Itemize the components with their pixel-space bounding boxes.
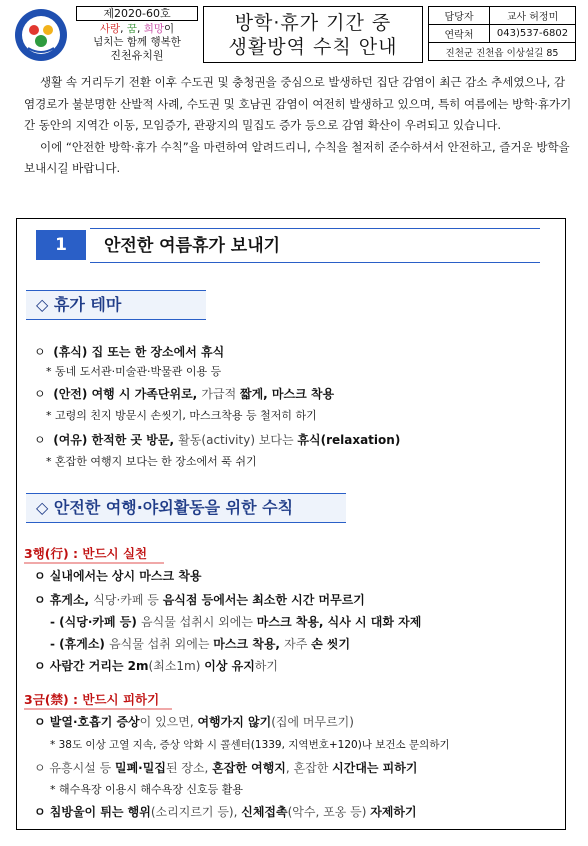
- list-note: * 혼잡한 여행지 보다는 한 장소에서 푹 쉬기: [46, 455, 257, 468]
- must-avoid-title: 3금(禁) : 반드시 피하기: [24, 692, 160, 707]
- safety-heading: ◇ 안전한 여행·야외활동을 위한 수칙: [36, 498, 294, 517]
- intro-text: [24, 72, 572, 180]
- document-title: 방학·휴가 기간 중 생활방역 수칙 안내: [203, 6, 423, 63]
- section-title: 안전한 여름휴가 보내기: [104, 236, 281, 256]
- must-do-title: 3행(行) : 반드시 실천: [24, 546, 148, 561]
- theme-heading-box: [26, 290, 206, 320]
- header-left: [76, 6, 198, 63]
- document-number: 제2020-60호: [76, 6, 198, 21]
- list-subitem: - (휴게소) 음식물 섭취 외에는 마스크 착용, 자주 손 씻기: [50, 637, 351, 651]
- slogan-line2: 넘치는 함께 행복한: [93, 36, 181, 48]
- safety-heading-box: [26, 493, 346, 523]
- slogan-line1: 사랑, 꿈, 희망이: [99, 23, 175, 35]
- list-item: ㅇ (여유) 한적한 곳 방문, 활동(activity) 보다는 휴식(relaxation): [34, 433, 401, 447]
- info-label: 연락처: [429, 25, 490, 43]
- list-note: * 38도 이상 고열 지속, 증상 악화 시 콜센터(1339, 지역번호+120)나 보건소 문의하기: [50, 739, 450, 751]
- info-value: 교사 허정미: [490, 7, 576, 25]
- contact-info-table: [428, 6, 576, 61]
- list-item: ㅇ (안전) 여행 시 가족단위로, 가급적 짧게, 마스크 착용: [34, 387, 335, 401]
- list-item: ㅇ 사람간 거리는 2m(최소1m) 이상 유지하기: [34, 659, 278, 673]
- address: 진천군 진천읍 이상설길 85: [429, 43, 576, 61]
- list-subitem: - (식당·카페 등) 음식물 섭취시 외에는 마스크 착용, 식사 시 대화 자제: [50, 615, 422, 629]
- list-note: * 동네 도서관·미술관·박물관 이용 등: [46, 365, 222, 378]
- list-note: * 해수욕장 이용시 해수욕장 신호등 활용: [50, 783, 243, 796]
- intro-paragraph: 이에 “안전한 방학·휴가 수칙”을 마련하여 알려드리니, 수칙을 철저히 준수하셔서 안전하고, 즐거운 방학을 보내시길 바랍니다.: [24, 139, 570, 175]
- theme-heading: ◇ 휴가 테마: [36, 295, 122, 314]
- list-item: ㅇ 실내에서는 상시 마스크 착용: [34, 569, 202, 583]
- kindergarten-logo-icon: [14, 8, 68, 62]
- intro-paragraph: 생활 속 거리두기 전환 이후 수도권 및 충청권을 중심으로 발생하던 집단 감염이 최근 감소 추세였으나, 감염경로가 불분명한 산발적 사례, 수도권 및 호남권 감염이 여전히 발생하고 있으며, 특히 여름에는 방학·휴가기간 동안의 지역간 이동, 모임증가, 관광지의 밀집도 증가 등으로 감염 확산이 우려되고 있습니다.: [24, 75, 572, 132]
- list-item: ㅇ 발열·호흡기 증상이 있으면, 여행가지 않기(집에 머무르기): [34, 715, 354, 729]
- list-item: ㅇ (휴식) 집 또는 한 장소에서 휴식: [34, 345, 225, 359]
- section-rule: [90, 262, 540, 263]
- highlight-bar: [24, 562, 164, 564]
- list-item: ㅇ 휴게소, 식당·카페 등 음식점 등에서는 최소한 시간 머무르기: [34, 593, 365, 607]
- section-rule: [90, 228, 540, 229]
- highlight-bar: [24, 708, 172, 710]
- info-label: 담당자: [429, 7, 490, 25]
- kindergarten-name: 진천유치원: [110, 49, 164, 62]
- list-item: ㅇ 침방울이 튀는 행위(소리지르기 등), 신체접촉(악수, 포옹 등) 자제하기: [34, 805, 417, 819]
- list-item: ㅇ 유흥시설 등 밀폐·밀집된 장소, 혼잡한 여행지, 혼잡한 시간대는 피하기: [34, 761, 418, 775]
- list-note: * 고령의 친지 방문시 손씻기, 마스크착용 등 철저히 하기: [46, 409, 317, 422]
- info-value: 043)537-6802: [490, 25, 576, 43]
- section-number: 1: [36, 230, 86, 260]
